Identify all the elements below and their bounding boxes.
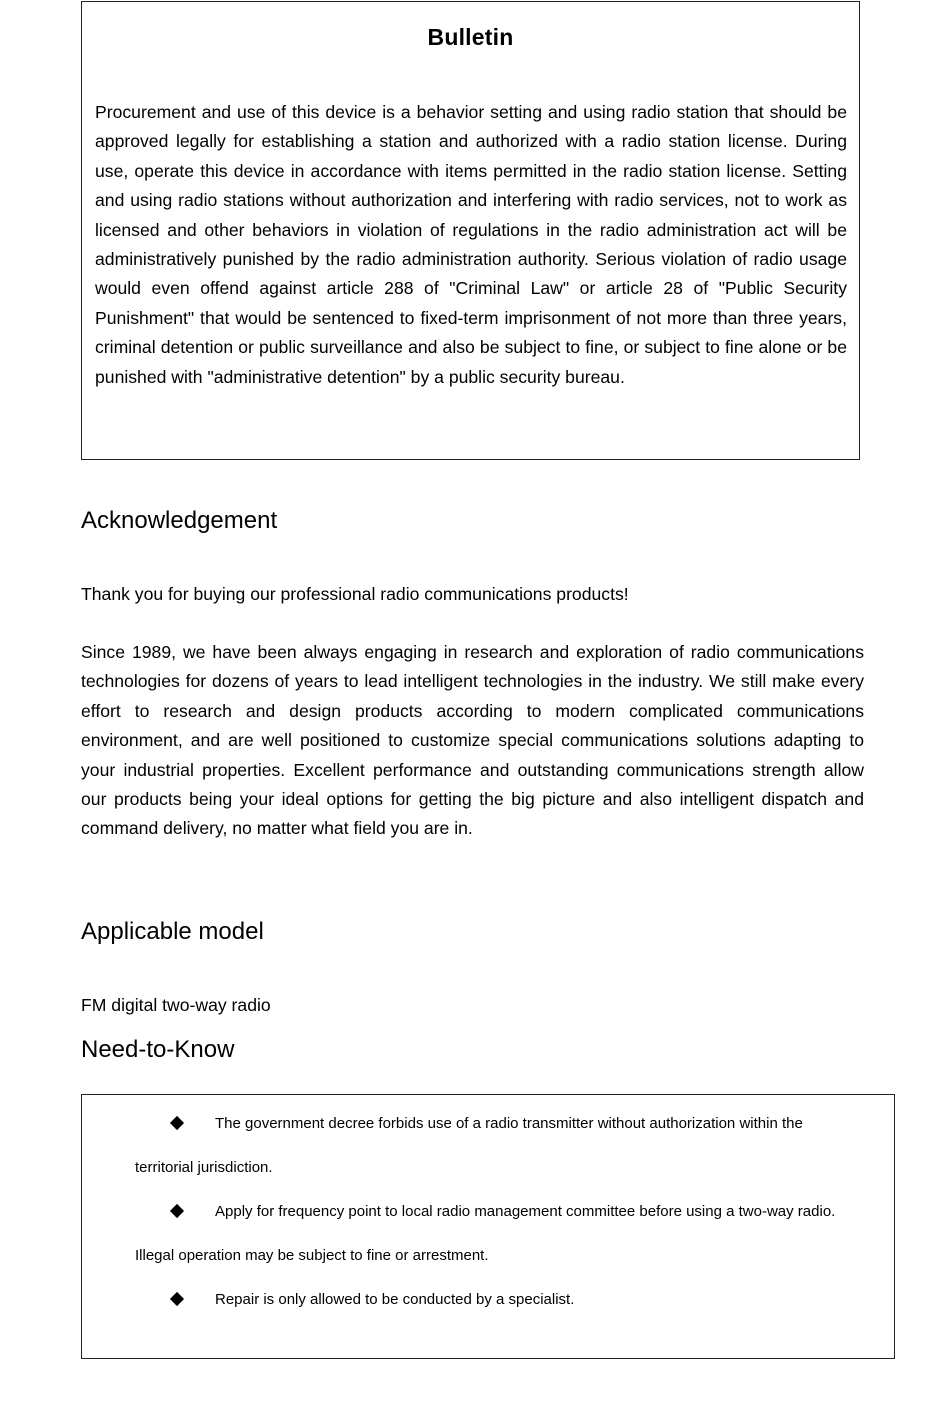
need-to-know-item bbox=[135, 1190, 875, 1278]
need-to-know-item-continuation: Illegal operation may be subject to fine or arrestment. bbox=[135, 1247, 489, 1264]
need-to-know-box bbox=[81, 1094, 895, 1359]
diamond-bullet-icon bbox=[170, 1292, 184, 1306]
diamond-bullet-icon bbox=[170, 1116, 184, 1130]
bulletin-body: Procurement and use of this device is a behavior setting and using radio station that should be approved legally for establishing a station and authorized with a radio station license. During use, operate this device in accordance with items permitted in the radio station license. Setting and using radio stations without authorization and interfering with radio services, not to work as licensed and other behaviors in violation of regulations in the radio administration act will be administratively punished by the radio administration authority. Serious violation of radio usage would even offend against article 288 of "Criminal Law" or article 28 of "Public Security Punishment" that would be sentenced to fixed-term imprisonment of not more than three years, criminal detention or public surveillance and also be subject to fine, or subject to fine alone or be punished with "administrative detention" by a public security bureau. bbox=[95, 102, 847, 387]
need-to-know-item-text: Apply for frequency point to local radio management committee before using a two-way radio. bbox=[215, 1203, 836, 1220]
acknowledgement-thanks: Thank you for buying our professional radio communications products! bbox=[81, 584, 629, 604]
bulletin-box bbox=[81, 1, 860, 460]
acknowledgement-heading: Acknowledgement bbox=[81, 507, 278, 534]
need-to-know-item bbox=[135, 1278, 875, 1322]
need-to-know-item bbox=[135, 1102, 875, 1190]
applicable-model-text: FM digital two-way radio bbox=[81, 995, 271, 1015]
applicable-model-heading: Applicable model bbox=[81, 918, 264, 945]
bulletin-title: Bulletin bbox=[427, 24, 514, 50]
need-to-know-heading: Need-to-Know bbox=[81, 1036, 235, 1063]
need-to-know-item-text: The government decree forbids use of a radio transmitter without authorization within the bbox=[215, 1115, 803, 1132]
diamond-bullet-icon bbox=[170, 1204, 184, 1218]
need-to-know-item-text: Repair is only allowed to be conducted by a specialist. bbox=[215, 1291, 575, 1308]
need-to-know-item-continuation: territorial jurisdiction. bbox=[135, 1159, 273, 1176]
acknowledgement-body: Since 1989, we have been always engaging in research and exploration of radio communications technologies for dozens of years to lead intelligent technologies in the industry. We still make every effort to research and design products according to modern complicated communications environment, and are well positioned to customize special communications solutions adapting to your industrial properties. Excellent performance and outstanding communications strength allow our products being your ideal options for getting the big picture and also intelligent dispatch and command delivery, no matter what field you are in. bbox=[81, 642, 864, 839]
